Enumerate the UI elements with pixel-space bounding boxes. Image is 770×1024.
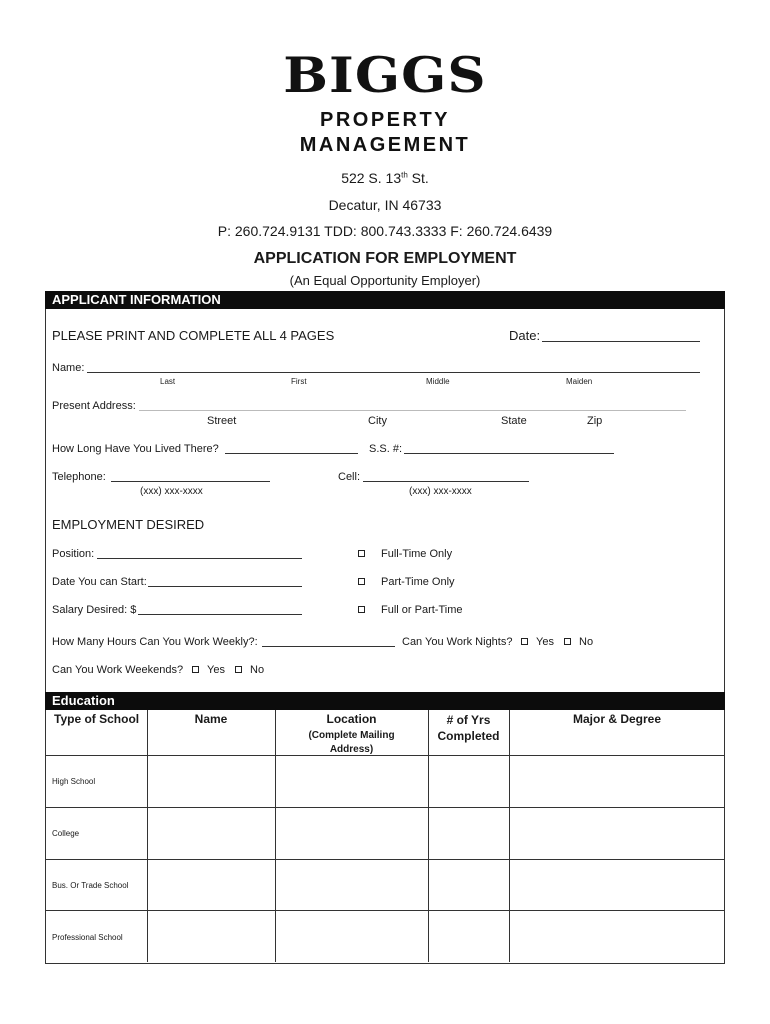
- column-name: Name: [194, 712, 228, 726]
- address-part-state: State: [501, 415, 527, 427]
- checkbox-nights-yes[interactable]: [521, 638, 528, 645]
- name-label: Name:: [52, 362, 85, 374]
- ss-label: S.S. #:: [369, 443, 403, 455]
- column-location-sub: (Complete Mailing Address): [308, 730, 395, 755]
- checkbox-full-or-part[interactable]: [358, 606, 365, 613]
- column-years: # of Yrs Completed: [437, 713, 500, 743]
- address-part-zip: Zip: [587, 415, 603, 427]
- phone-numbers: P: 260.724.9131 TDD: 800.743.3333 F: 260.724.6439: [217, 223, 553, 239]
- column-location: Location (Complete Mailing Address): [308, 712, 395, 755]
- cell-label: Cell:: [338, 471, 361, 483]
- name-field[interactable]: [87, 372, 700, 373]
- option-part-time: Part-Time Only: [381, 576, 455, 588]
- option-full-or-part: Full or Part-Time: [381, 604, 463, 616]
- telephone-format: (xxx) xxx-xxxx: [140, 486, 203, 497]
- option-full-time: Full-Time Only: [381, 548, 453, 560]
- column-type-of-school: Type of School: [54, 712, 140, 726]
- address-part-street: Street: [207, 415, 237, 427]
- weekends-yes: Yes: [207, 664, 225, 676]
- address-field[interactable]: [139, 410, 686, 411]
- name-part-middle: Middle: [426, 377, 450, 386]
- salary-field[interactable]: [138, 614, 302, 615]
- hours-field[interactable]: [262, 646, 395, 647]
- row-college: College: [52, 829, 80, 838]
- checkbox-weekends-no[interactable]: [235, 666, 242, 673]
- street-address: 522 S. 13th St.: [341, 170, 429, 186]
- date-label: Date:: [509, 328, 541, 343]
- position-field[interactable]: [97, 558, 302, 559]
- ss-field[interactable]: [404, 453, 614, 454]
- name-part-maiden: Maiden: [566, 377, 593, 386]
- row-trade-school: Bus. Or Trade School: [52, 881, 129, 890]
- checkbox-part-time[interactable]: [358, 578, 365, 585]
- city-address: Decatur, IN 46733: [328, 197, 442, 213]
- weekends-no: No: [250, 664, 265, 676]
- date-field[interactable]: [542, 341, 700, 342]
- weekends-label: Can You Work Weekends?: [52, 664, 184, 676]
- row-professional-school: Professional School: [52, 933, 123, 942]
- salary-label: Salary Desired: $: [52, 604, 137, 616]
- telephone-label: Telephone:: [52, 471, 106, 483]
- checkbox-full-time[interactable]: [358, 550, 365, 557]
- employment-header: EMPLOYMENT DESIRED: [52, 517, 205, 532]
- checkbox-weekends-yes[interactable]: [192, 666, 199, 673]
- company-logo: BIGGS: [283, 46, 487, 104]
- cell-format: (xxx) xxx-xxxx: [409, 486, 472, 497]
- row-high-school: High School: [52, 777, 96, 786]
- name-part-last: Last: [160, 377, 176, 386]
- page-subtitle: (An Equal Opportunity Employer): [289, 273, 481, 288]
- lived-field[interactable]: [225, 453, 358, 454]
- column-major: Major & Degree: [572, 712, 662, 726]
- lived-label: How Long Have You Lived There?: [52, 443, 219, 455]
- instruction-text: PLEASE PRINT AND COMPLETE ALL 4 PAGES: [52, 328, 335, 343]
- address-label: Present Address:: [52, 400, 136, 412]
- start-field[interactable]: [148, 586, 302, 587]
- hours-label: How Many Hours Can You Work Weekly?:: [52, 636, 258, 648]
- page-title: APPLICATION FOR EMPLOYMENT: [253, 250, 517, 267]
- logo-line-management: MANAGEMENT: [299, 134, 471, 156]
- section-header-applicant: APPLICANT INFORMATION: [45, 291, 725, 309]
- name-part-first: First: [291, 377, 307, 386]
- start-label: Date You can Start:: [52, 576, 147, 588]
- nights-no: No: [579, 636, 594, 648]
- cell-field[interactable]: [363, 481, 529, 482]
- section-header-education: Education: [45, 692, 725, 710]
- logo-line-property: PROPERTY: [319, 109, 451, 131]
- address-part-city: City: [368, 415, 387, 427]
- nights-label: Can You Work Nights?: [402, 636, 513, 648]
- education-table: [45, 710, 725, 962]
- nights-yes: Yes: [536, 636, 554, 648]
- telephone-field[interactable]: [111, 481, 270, 482]
- position-label: Position:: [52, 548, 95, 560]
- checkbox-nights-no[interactable]: [564, 638, 571, 645]
